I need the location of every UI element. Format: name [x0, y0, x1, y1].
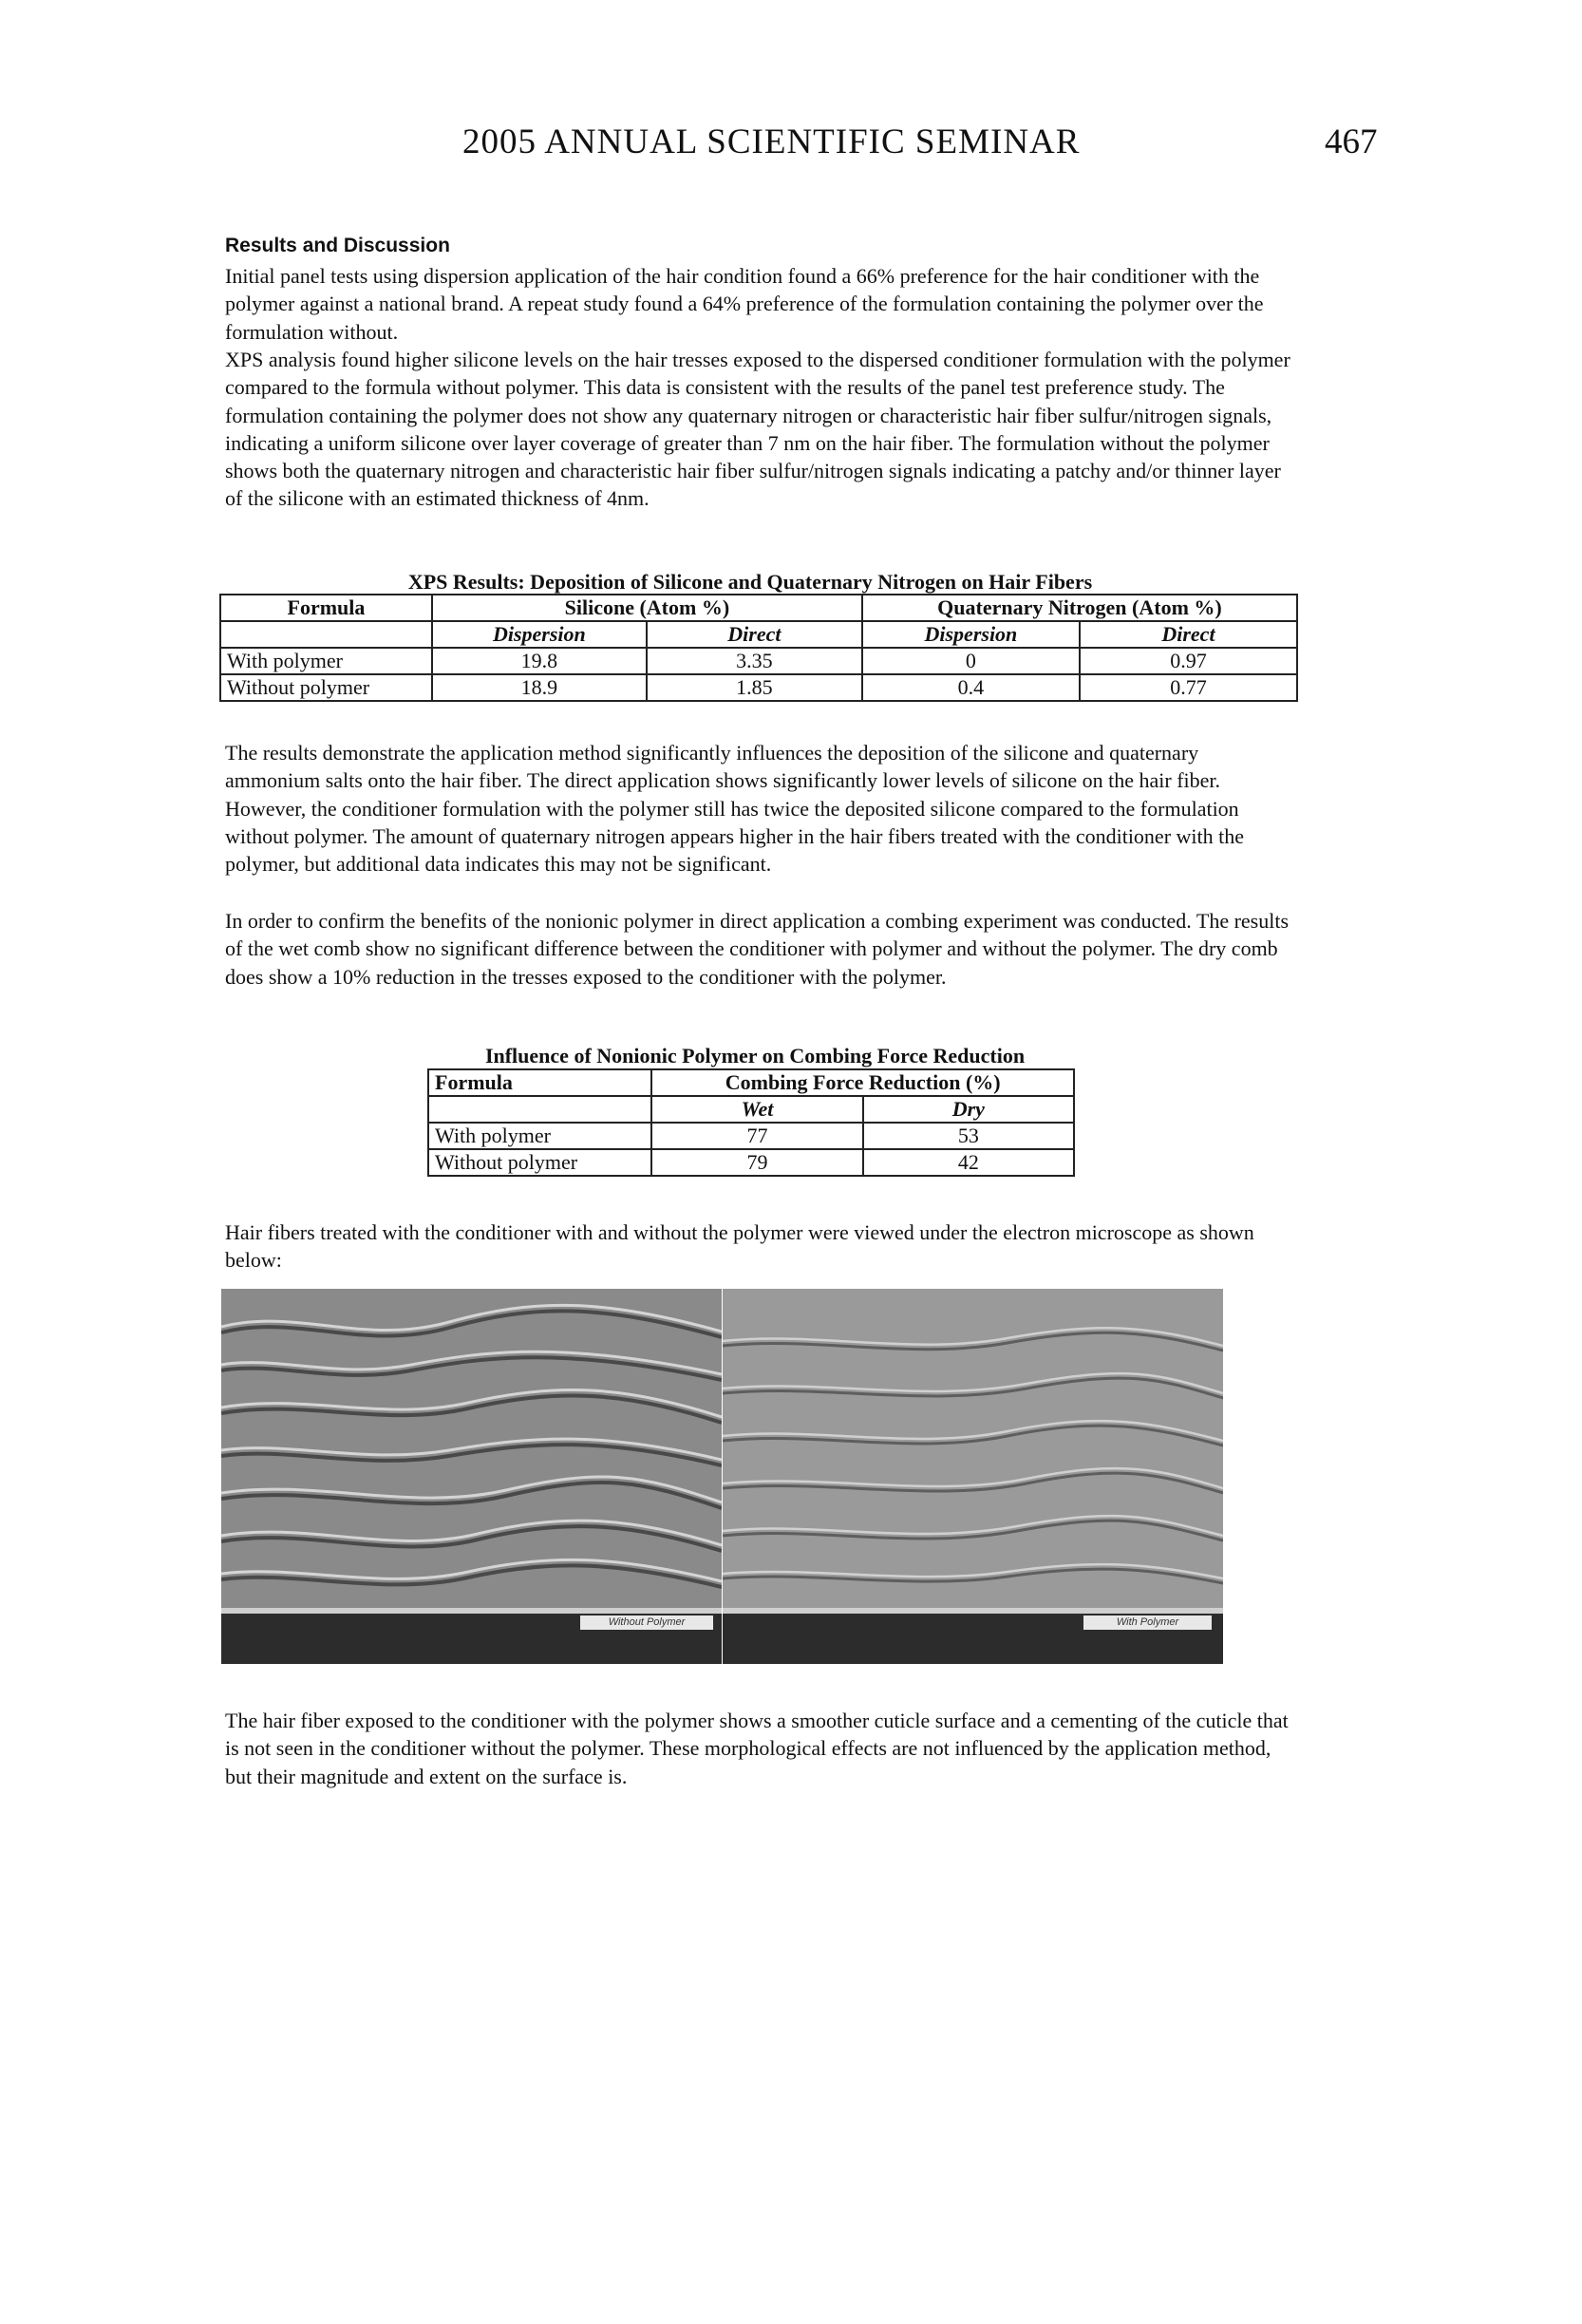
- label-with-polymer: With Polymer: [1083, 1615, 1212, 1630]
- table-row: [428, 1123, 1074, 1149]
- label-without-polymer: Without Polymer: [580, 1615, 713, 1630]
- xps-table-caption: XPS Results: Deposition of Silicone and Quaternary Nitrogen on Hair Fibers: [407, 570, 1093, 594]
- subheader-silicone-dispersion: Dispersion: [432, 621, 647, 648]
- subheader-blank: [220, 621, 432, 648]
- micrograph-left-image: [221, 1289, 722, 1664]
- subheader-quat-dispersion: Dispersion: [862, 621, 1080, 648]
- header-quaternary-nitrogen: Quaternary Nitrogen (Atom %): [862, 595, 1297, 621]
- row-formula: Without polymer: [220, 674, 432, 701]
- cell-dry: 42: [863, 1149, 1074, 1176]
- cell-wet: 79: [651, 1149, 862, 1176]
- table-row: [220, 648, 1297, 674]
- micrograph-without-polymer: [221, 1289, 722, 1664]
- cell-quat-direct: 0.77: [1080, 674, 1297, 701]
- paragraph-application-method: The results demonstrate the application method significantly influences the deposition of the silicone and quaternary ammonium salts onto the hair fiber. The direct application shows significantly lower levels of silicone on the hair fiber. However, the conditioner formulation with the polymer still has twice the deposited silicone compared to the formulation without polymer. The amount of quaternary nitrogen appears higher in the hair fibers treated with the conditioner with the polymer, but additional data indicates this may not be significant.: [225, 741, 1245, 877]
- subheader-dry: Dry: [863, 1096, 1074, 1123]
- running-title: 2005 ANNUAL SCIENTIFIC SEMINAR: [462, 123, 1081, 161]
- paragraph-xps-analysis: XPS analysis found higher silicone levels on the hair tresses exposed to the dispersed conditioner formulation with the polymer compared to the formula without polymer. This data is consistent with the results of the panel test preference study. The formulation containing the polymer does not show any quaternary nitrogen or characteristic hair fiber sulfur/nitrogen signals, indicating a uniform silicone over layer coverage of greater than 7 nm on the hair fiber. The formulation without the polymer shows both the quaternary nitrogen and characteristic hair fiber sulfur/nitrogen signals indicating a patchy and/or thinner layer of the silicone with an estimated thickness of 4nm.: [225, 348, 1290, 511]
- row-formula: With polymer: [220, 648, 432, 674]
- xps-results-table: [219, 594, 1298, 702]
- paragraph-conclusion: The hair fiber exposed to the conditioner with the polymer shows a smoother cuticle surface and a cementing of the cuticle that is not seen in the conditioner without the polymer. These morphological effects are not influenced by the application method, but their magnitude and extent on the surface is.: [225, 1709, 1289, 1788]
- paragraph-panel-tests: Initial panel tests using dispersion application of the hair condition found a 66% preference for the hair conditioner with the polymer against a national brand. A repeat study found a 64% preference of the formulation containing the polymer over the formulation without.: [225, 264, 1264, 344]
- page-number: 467: [1325, 123, 1378, 161]
- micrograph-right-image: [723, 1289, 1223, 1664]
- running-header: [0, 122, 1582, 169]
- subheader-silicone-direct: Direct: [647, 621, 862, 648]
- table-row: [428, 1149, 1074, 1176]
- header-silicone: Silicone (Atom %): [432, 595, 862, 621]
- header-formula: Formula: [428, 1069, 651, 1096]
- table-subheader-row: [220, 621, 1297, 648]
- header-formula: Formula: [220, 595, 432, 621]
- cell-quat-dispersion: 0.4: [862, 674, 1080, 701]
- subheader-blank: [428, 1096, 651, 1123]
- header-combing-force-reduction: Combing Force Reduction (%): [651, 1069, 1074, 1096]
- subheader-wet: Wet: [651, 1096, 862, 1123]
- combing-table-caption: Influence of Nonionic Polymer on Combing Force Reduction: [484, 1044, 1026, 1068]
- row-formula: With polymer: [428, 1123, 651, 1149]
- cell-silicone-dispersion: 18.9: [432, 674, 647, 701]
- paragraph-electron-microscope: Hair fibers treated with the conditioner with and without the polymer were viewed under the electron microscope as shown below:: [225, 1220, 1254, 1273]
- table-subheader-row: [428, 1096, 1074, 1123]
- cell-silicone-direct: 3.35: [647, 648, 862, 674]
- table-header-row: [428, 1069, 1074, 1096]
- cell-quat-dispersion: 0: [862, 648, 1080, 674]
- sem-micrographs: [221, 1289, 1223, 1664]
- cell-wet: 77: [651, 1123, 862, 1149]
- table-row: [220, 674, 1297, 701]
- cell-dry: 53: [863, 1123, 1074, 1149]
- table-header-row: [220, 595, 1297, 621]
- combing-force-table: [427, 1068, 1075, 1177]
- cell-quat-direct: 0.97: [1080, 648, 1297, 674]
- row-formula: Without polymer: [428, 1149, 651, 1176]
- section-heading: Results and Discussion: [225, 235, 450, 256]
- cell-silicone-dispersion: 19.8: [432, 648, 647, 674]
- subheader-quat-direct: Direct: [1080, 621, 1297, 648]
- paragraph-combing-experiment: In order to confirm the benefits of the nonionic polymer in direct application a combing experiment was conducted. The results of the wet comb show no significant difference between the conditioner with polymer and without the polymer. The dry comb does show a 10% reduction in the tresses exposed to the conditioner with the polymer.: [225, 909, 1290, 989]
- micrograph-with-polymer: [723, 1289, 1223, 1664]
- cell-silicone-direct: 1.85: [647, 674, 862, 701]
